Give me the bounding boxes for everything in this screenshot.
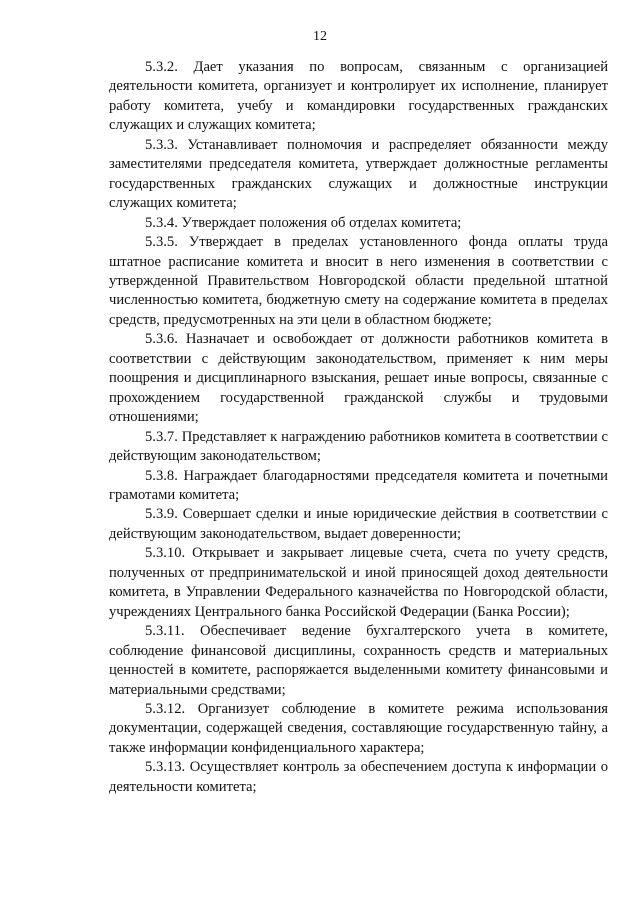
paragraph-5-3-13: 5.3.13. Осуществляет контроль за обеспечением доступа к информации о деятельности комитета; [109, 759, 608, 795]
paragraph-5-3-9: 5.3.9. Совершает сделки и иные юридические действия в соответствии с действующим законодательством, выдает доверенности; [109, 506, 608, 542]
paragraph-5-3-6: 5.3.6. Назначает и освобождает от должности работников комитета в соответствии с действующим законодательством, применяет к ним меры поощрения и дисциплинарного взыскания, решает иные вопросы, связанные с прохождением государственной гражданской службы и трудовыми отношениями; [109, 331, 608, 426]
page-number: 12 [313, 29, 327, 44]
paragraph-5-3-5: 5.3.5. Утверждает в пределах установленного фонда оплаты труда штатное расписание комитета и вносит в него изменения в соответствии с утвержденной Правительством Новгородской области предельной штатной численностью комитета, бюджетную смету на содержание комитета в пределах средств, предусмотренных на эти цели в областном бюджете; [109, 234, 608, 328]
paragraph-5-3-11: 5.3.11. Обеспечивает ведение бухгалтерского учета в комитете, соблюдение финансовой дисциплины, сохранность средств и материальных ценностей в комитете, распоряжается выделенными комитету финансовыми и материальными средствами; [109, 623, 608, 698]
paragraph-5-3-3: 5.3.3. Устанавливает полномочия и распределяет обязанности между заместителями председателя комитета, утверждает должностные регламенты государственных гражданских служащих и должностные инструкции служащих комитета; [109, 136, 608, 212]
paragraph-5-3-2: 5.3.2. Дает указания по вопросам, связанным с организацией деятельности комитета, организует и контролирует их исполнение, планирует работу комитета, учебу и командировки государственных гражданских служащих и служащих комитета; [109, 59, 608, 134]
paragraph-5-3-4: 5.3.4. Утверждает положения об отделах комитета; [145, 214, 462, 231]
paragraph-5-3-7: 5.3.7. Представляет к награждению работников комитета в соответствии с действующим законодательством; [109, 428, 608, 465]
paragraph-5-3-12: 5.3.12. Организует соблюдение в комитете режима использования документации, содержащей сведения, составляющие государственную тайну, а также информации конфиденциального характера; [109, 700, 608, 756]
document-body [109, 58, 608, 797]
paragraph-5-3-8: 5.3.8. Награждает благодарностями председателя комитета и почетными грамотами комитета; [109, 467, 608, 503]
paragraph-5-3-10: 5.3.10. Открывает и закрывает лицевые счета, счета по учету средств, полученных от предпринимательской и иной приносящей доход деятельности комитета, в Управлении Федерального казначейства по Новгородской области, учреждениях Центрального банка Российской Федерации (Банка России); [109, 545, 608, 620]
